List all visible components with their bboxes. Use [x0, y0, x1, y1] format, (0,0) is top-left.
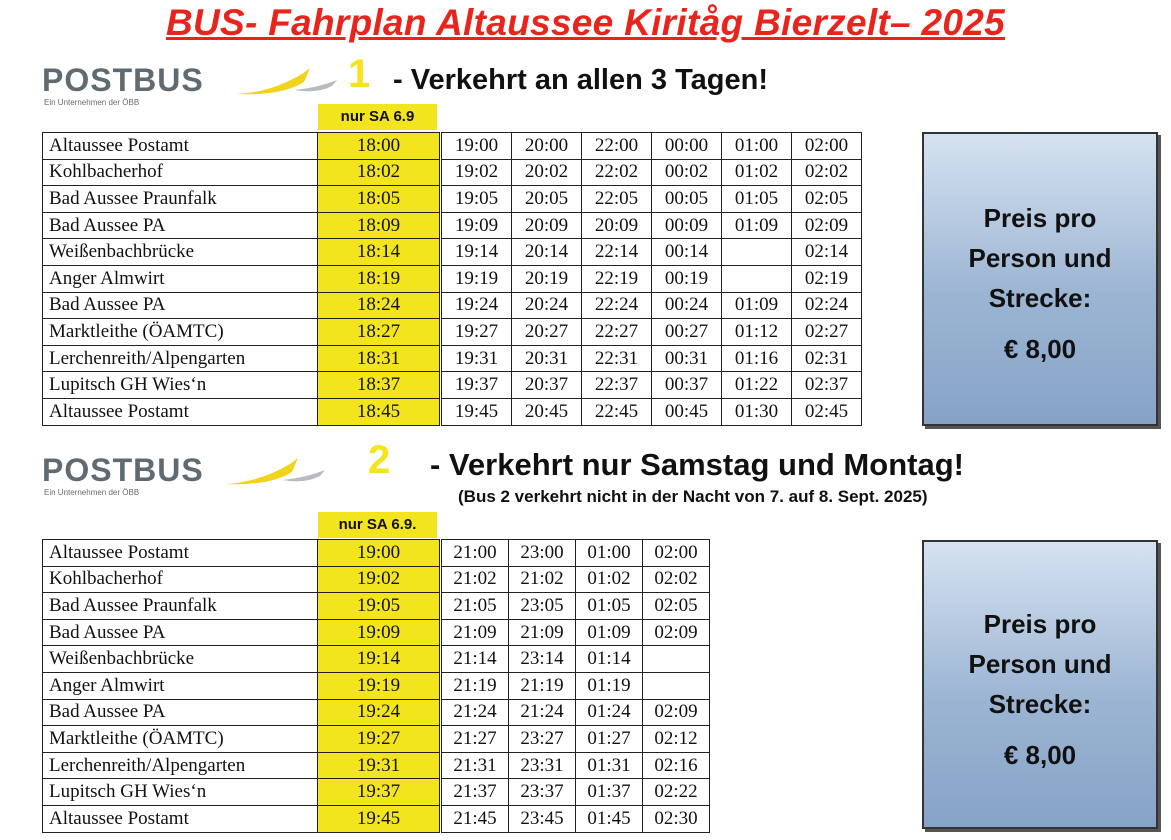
departure-time: 01:19 — [576, 672, 643, 699]
stop-name: Altaussee Postamt — [43, 540, 318, 567]
departure-time: 02:45 — [792, 398, 862, 425]
line-1-number: 1 — [348, 52, 371, 96]
postbus-swoosh-icon — [220, 452, 330, 492]
price-amount: € 8,00 — [1003, 740, 1077, 770]
departure-time: 20:14 — [512, 239, 582, 266]
departure-time: 22:00 — [582, 133, 652, 160]
departure-time: 19:09 — [442, 212, 512, 239]
departure-time: 21:31 — [442, 752, 509, 779]
departure-time: 02:27 — [792, 319, 862, 346]
departure-time: 02:19 — [792, 265, 862, 292]
departure-time: 01:27 — [576, 726, 643, 753]
departure-time: 20:37 — [512, 372, 582, 399]
line-2-note: (Bus 2 verkehrt nicht in der Nacht von 7. auf 8. Sept. 2025) — [458, 487, 928, 506]
departure-time: 02:05 — [643, 593, 710, 620]
departure-time: 01:37 — [576, 779, 643, 806]
highlight-time: 18:09 — [318, 212, 440, 239]
departure-time: 21:19 — [442, 672, 509, 699]
departure-time: 00:45 — [652, 398, 722, 425]
departure-time: 00:37 — [652, 372, 722, 399]
table-row — [43, 398, 862, 425]
stop-name: Anger Almwirt — [43, 265, 318, 292]
line-2-price-box — [922, 540, 1158, 829]
stop-name: Weißenbachbrücke — [43, 239, 318, 266]
stop-name: Bad Aussee PA — [43, 619, 318, 646]
departure-time: 01:09 — [722, 212, 792, 239]
departure-time: 19:31 — [442, 345, 512, 372]
table-row — [43, 319, 862, 346]
departure-time: 01:09 — [576, 619, 643, 646]
table-row — [43, 566, 710, 593]
departure-time: 01:05 — [576, 593, 643, 620]
departure-time — [643, 672, 710, 699]
line-2-highlight-label: nur SA 6.9. — [318, 512, 437, 538]
table-row — [43, 265, 862, 292]
departure-time: 21:45 — [442, 805, 509, 832]
departure-time: 22:02 — [582, 159, 652, 186]
table-row — [43, 619, 710, 646]
departure-time: 21:00 — [442, 540, 509, 567]
highlight-time: 18:14 — [318, 239, 440, 266]
departure-time: 23:14 — [509, 646, 576, 673]
departure-time: 20:02 — [512, 159, 582, 186]
stop-name: Marktleithe (ÖAMTC) — [43, 319, 318, 346]
departure-time: 23:05 — [509, 593, 576, 620]
departure-time: 21:24 — [442, 699, 509, 726]
highlight-time: 19:05 — [318, 593, 440, 620]
page-title: BUS- Fahrplan Altaussee Kiritåg Bierzelt– 2025 — [165, 2, 1006, 43]
departure-time: 01:05 — [722, 186, 792, 213]
stop-name: Bad Aussee Praunfalk — [43, 593, 318, 620]
highlight-time: 18:19 — [318, 265, 440, 292]
departure-time: 01:12 — [722, 319, 792, 346]
departure-time: 02:31 — [792, 345, 862, 372]
departure-time: 22:19 — [582, 265, 652, 292]
highlight-time: 19:00 — [318, 540, 440, 567]
highlight-time: 18:27 — [318, 319, 440, 346]
departure-time: 00:31 — [652, 345, 722, 372]
departure-time: 01:45 — [576, 805, 643, 832]
price-label-line-1: Preis pro — [983, 203, 1097, 233]
departure-time: 22:05 — [582, 186, 652, 213]
departure-time: 02:16 — [643, 752, 710, 779]
highlight-time: 18:31 — [318, 345, 440, 372]
highlight-time: 19:24 — [318, 699, 440, 726]
departure-time: 02:09 — [643, 699, 710, 726]
highlight-time: 19:45 — [318, 805, 440, 832]
departure-time: 01:30 — [722, 398, 792, 425]
departure-time: 22:14 — [582, 239, 652, 266]
departure-time: 19:00 — [442, 133, 512, 160]
price-label-line-3: Strecke: — [988, 283, 1092, 313]
postbus-logo — [42, 452, 342, 502]
departure-time: 21:27 — [442, 726, 509, 753]
departure-time — [722, 239, 792, 266]
departure-time — [643, 646, 710, 673]
departure-time: 02:05 — [792, 186, 862, 213]
departure-time: 21:37 — [442, 779, 509, 806]
table-row — [43, 212, 862, 239]
line-2-timetable — [42, 539, 710, 833]
stop-name: Lerchenreith/Alpengarten — [43, 752, 318, 779]
departure-time: 02:09 — [792, 212, 862, 239]
departure-time: 23:31 — [509, 752, 576, 779]
stop-name: Lupitsch GH Wies‘n — [43, 372, 318, 399]
table-row — [43, 699, 710, 726]
departure-time: 19:19 — [442, 265, 512, 292]
departure-time: 02:37 — [792, 372, 862, 399]
departure-time: 01:14 — [576, 646, 643, 673]
table-row — [43, 372, 862, 399]
departure-time: 19:27 — [442, 319, 512, 346]
highlight-time: 18:24 — [318, 292, 440, 319]
highlight-time: 19:31 — [318, 752, 440, 779]
departure-time: 02:00 — [792, 133, 862, 160]
stop-name: Bad Aussee PA — [43, 699, 318, 726]
stop-name: Marktleithe (ÖAMTC) — [43, 726, 318, 753]
highlight-time: 19:09 — [318, 619, 440, 646]
departure-time: 01:24 — [576, 699, 643, 726]
stop-name: Lerchenreith/Alpengarten — [43, 345, 318, 372]
table-row — [43, 672, 710, 699]
table-row — [43, 345, 862, 372]
table-row — [43, 752, 710, 779]
highlight-time: 19:02 — [318, 566, 440, 593]
departure-time: 23:37 — [509, 779, 576, 806]
departure-time: 19:45 — [442, 398, 512, 425]
departure-time: 02:00 — [643, 540, 710, 567]
table-row — [43, 133, 862, 160]
stop-name: Weißenbachbrücke — [43, 646, 318, 673]
postbus-logo-text: POSTBUS — [42, 452, 204, 488]
price-label-line-3: Strecke: — [988, 689, 1092, 719]
departure-time: 23:00 — [509, 540, 576, 567]
stop-name: Bad Aussee Praunfalk — [43, 186, 318, 213]
departure-time: 22:37 — [582, 372, 652, 399]
departure-time: 20:05 — [512, 186, 582, 213]
postbus-logo-tagline: Ein Unternehmen der ÖBB — [44, 488, 140, 497]
highlight-time: 18:02 — [318, 159, 440, 186]
departure-time: 21:09 — [509, 619, 576, 646]
departure-time: 23:45 — [509, 805, 576, 832]
stop-name: Altaussee Postamt — [43, 398, 318, 425]
departure-time: 19:14 — [442, 239, 512, 266]
departure-time: 02:30 — [643, 805, 710, 832]
departure-time: 00:27 — [652, 319, 722, 346]
highlight-time: 19:27 — [318, 726, 440, 753]
line-1-price-box — [922, 132, 1158, 426]
departure-time: 00:02 — [652, 159, 722, 186]
departure-time: 00:19 — [652, 265, 722, 292]
table-row — [43, 239, 862, 266]
postbus-logo-tagline: Ein Unternehmen der ÖBB — [44, 98, 140, 107]
stop-name: Lupitsch GH Wies‘n — [43, 779, 318, 806]
highlight-time: 19:14 — [318, 646, 440, 673]
highlight-time: 18:45 — [318, 398, 440, 425]
price-label-line-2: Person und — [968, 649, 1112, 679]
stop-name: Bad Aussee PA — [43, 212, 318, 239]
departure-time: 19:24 — [442, 292, 512, 319]
price-label-line-1: Preis pro — [983, 609, 1097, 639]
departure-time: 01:22 — [722, 372, 792, 399]
departure-time: 01:02 — [722, 159, 792, 186]
departure-time: 20:45 — [512, 398, 582, 425]
departure-time: 01:00 — [722, 133, 792, 160]
line-2-number: 2 — [368, 438, 391, 482]
stop-name: Bad Aussee PA — [43, 292, 318, 319]
departure-time: 01:09 — [722, 292, 792, 319]
table-row — [43, 186, 862, 213]
stop-name: Kohlbacherhof — [43, 566, 318, 593]
departure-time: 21:02 — [442, 566, 509, 593]
table-row — [43, 292, 862, 319]
stop-name: Anger Almwirt — [43, 672, 318, 699]
postbus-swoosh-icon — [232, 62, 342, 102]
departure-time: 19:02 — [442, 159, 512, 186]
departure-time: 01:00 — [576, 540, 643, 567]
postbus-logo — [42, 62, 342, 112]
stop-name: Altaussee Postamt — [43, 133, 318, 160]
highlight-time: 18:00 — [318, 133, 440, 160]
highlight-time: 19:19 — [318, 672, 440, 699]
table-row — [43, 540, 710, 567]
line-2-heading: - Verkehrt nur Samstag und Montag! — [430, 447, 964, 482]
departure-time: 00:24 — [652, 292, 722, 319]
table-row — [43, 805, 710, 832]
departure-time — [722, 265, 792, 292]
highlight-time: 19:37 — [318, 779, 440, 806]
table-row — [43, 159, 862, 186]
departure-time: 02:09 — [643, 619, 710, 646]
table-row — [43, 646, 710, 673]
departure-time: 21:09 — [442, 619, 509, 646]
departure-time: 22:24 — [582, 292, 652, 319]
price-amount: € 8,00 — [1003, 334, 1077, 364]
stop-name: Altaussee Postamt — [43, 805, 318, 832]
departure-time: 22:31 — [582, 345, 652, 372]
departure-time: 02:22 — [643, 779, 710, 806]
highlight-time: 18:37 — [318, 372, 440, 399]
table-row — [43, 593, 710, 620]
departure-time: 21:05 — [442, 593, 509, 620]
departure-time: 21:02 — [509, 566, 576, 593]
departure-time: 00:05 — [652, 186, 722, 213]
departure-time: 22:27 — [582, 319, 652, 346]
departure-time: 00:00 — [652, 133, 722, 160]
departure-time: 21:24 — [509, 699, 576, 726]
departure-time: 19:05 — [442, 186, 512, 213]
departure-time: 21:14 — [442, 646, 509, 673]
departure-time: 20:19 — [512, 265, 582, 292]
departure-time: 00:14 — [652, 239, 722, 266]
departure-time: 20:24 — [512, 292, 582, 319]
departure-time: 01:02 — [576, 566, 643, 593]
departure-time: 20:31 — [512, 345, 582, 372]
line-1-highlight-label: nur SA 6.9 — [318, 104, 437, 130]
departure-time: 20:09 — [512, 212, 582, 239]
departure-time: 01:16 — [722, 345, 792, 372]
departure-time: 19:37 — [442, 372, 512, 399]
departure-time: 20:09 — [582, 212, 652, 239]
departure-time: 02:24 — [792, 292, 862, 319]
highlight-time: 18:05 — [318, 186, 440, 213]
departure-time: 01:31 — [576, 752, 643, 779]
departure-time: 02:12 — [643, 726, 710, 753]
price-label-line-2: Person und — [968, 243, 1112, 273]
departure-time: 20:27 — [512, 319, 582, 346]
departure-time: 02:02 — [643, 566, 710, 593]
departure-time: 21:19 — [509, 672, 576, 699]
table-row — [43, 779, 710, 806]
departure-time: 02:02 — [792, 159, 862, 186]
departure-time: 23:27 — [509, 726, 576, 753]
line-1-timetable — [42, 132, 862, 426]
departure-time: 00:09 — [652, 212, 722, 239]
line-1-heading: - Verkehrt an allen 3 Tagen! — [393, 64, 768, 96]
departure-time: 22:45 — [582, 398, 652, 425]
table-row — [43, 726, 710, 753]
departure-time: 02:14 — [792, 239, 862, 266]
stop-name: Kohlbacherhof — [43, 159, 318, 186]
postbus-logo-text: POSTBUS — [42, 62, 204, 98]
departure-time: 20:00 — [512, 133, 582, 160]
